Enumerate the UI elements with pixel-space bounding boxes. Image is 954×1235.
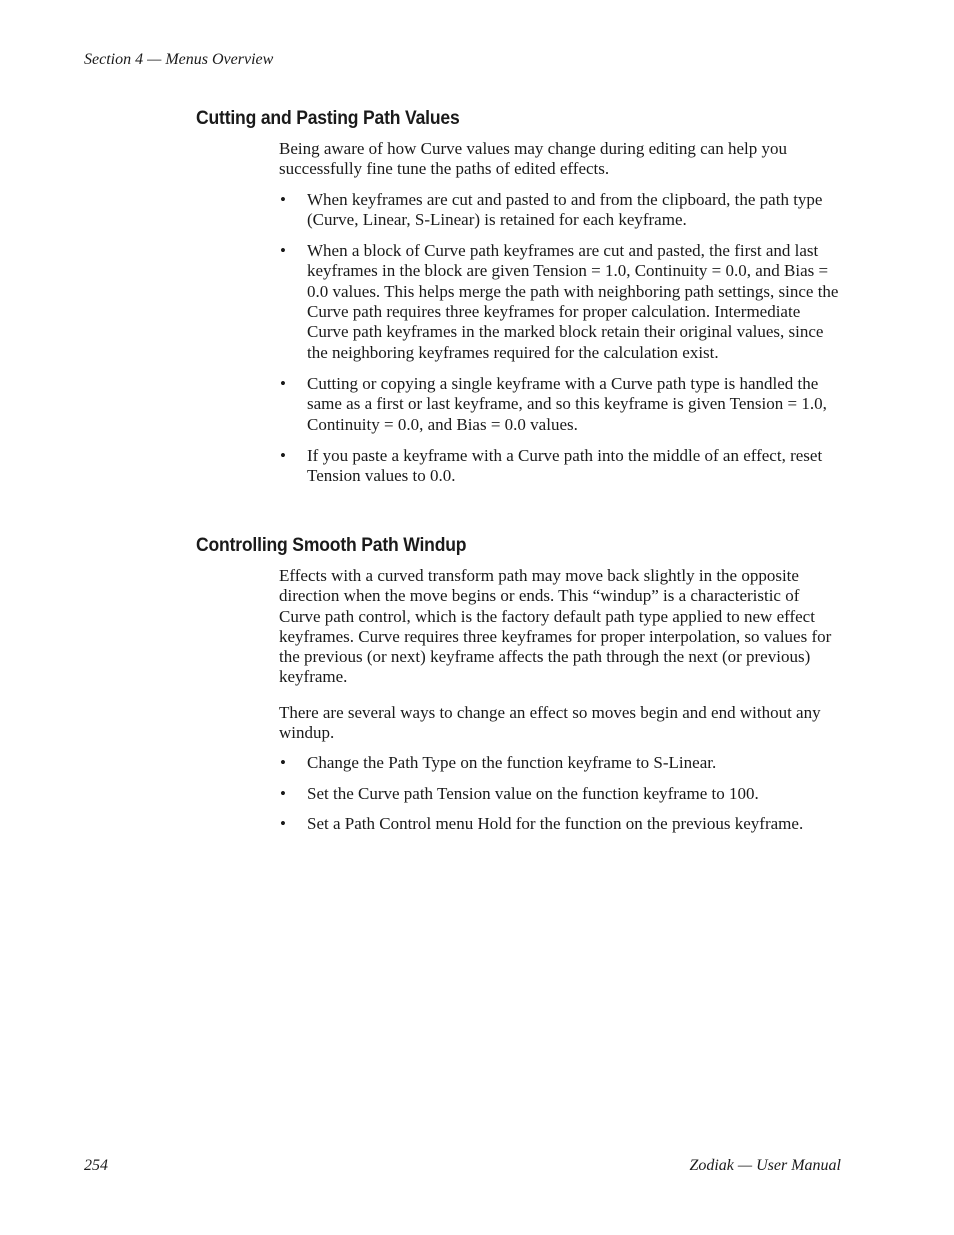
list-item: • When keyframes are cut and pasted to and from the clipboard, the path type (Curve, Linear, S-Linear) is retained for each keyframe.: [279, 190, 842, 231]
section-body-cutting-pasting: [279, 139, 842, 486]
list-item: • Set a Path Control menu Hold for the function on the previous keyframe.: [279, 814, 842, 834]
section-heading-windup: Controlling Smooth Path Windup: [196, 534, 467, 556]
bullet-list: [279, 190, 842, 487]
running-footer: Zodiak — User Manual: [689, 1157, 841, 1174]
paragraph: There are several ways to change an effect so moves begin and end without any windup.: [279, 702, 821, 743]
list-item: • Cutting or copying a single keyframe with a Curve path type is handled the same as a first or last keyframe, and so this keyframe is given Tension = 1.0, Continuity = 0.0, and Bias = 0.0 values.: [279, 374, 842, 435]
section-body-windup: [279, 566, 842, 834]
running-header: Section 4 — Menus Overview: [84, 51, 274, 68]
list-item: • Change the Path Type on the function keyframe to S-Linear.: [279, 753, 842, 773]
page-number: 254: [84, 1157, 108, 1174]
list-item: • Set the Curve path Tension value on the function keyframe to 100.: [279, 784, 842, 804]
bullet-list: [279, 753, 842, 834]
paragraph: Effects with a curved transform path may move back slightly in the opposite direction when the move begins or ends. This “windup” is a characteristic of Curve path control, which is the factory default path type applied to new effect keyframes. Curve requires three keyframes for proper interpolation, so values for the previous (or next) keyframe affects the path through the next (or previous) keyframe.: [279, 566, 832, 687]
list-item: • If you paste a keyframe with a Curve path into the middle of an effect, reset Tension values to 0.0.: [279, 446, 842, 487]
list-item: • When a block of Curve path keyframes are cut and pasted, the first and last keyframes in the block are given Tension = 1.0, Continuity = 0.0, and Bias = 0.0 values. This helps merge the path with neighboring path settings, since the Curve path requires three keyframes for proper calculation. Intermediate Curve path keyframes in the marked block retain their original values, since the neighboring keyframes required for the calculation exist.: [279, 241, 842, 363]
section-heading-cutting-pasting: Cutting and Pasting Path Values: [196, 107, 460, 129]
paragraph: Being aware of how Curve values may change during editing can help you successfully fine tune the paths of edited effects.: [279, 139, 787, 179]
